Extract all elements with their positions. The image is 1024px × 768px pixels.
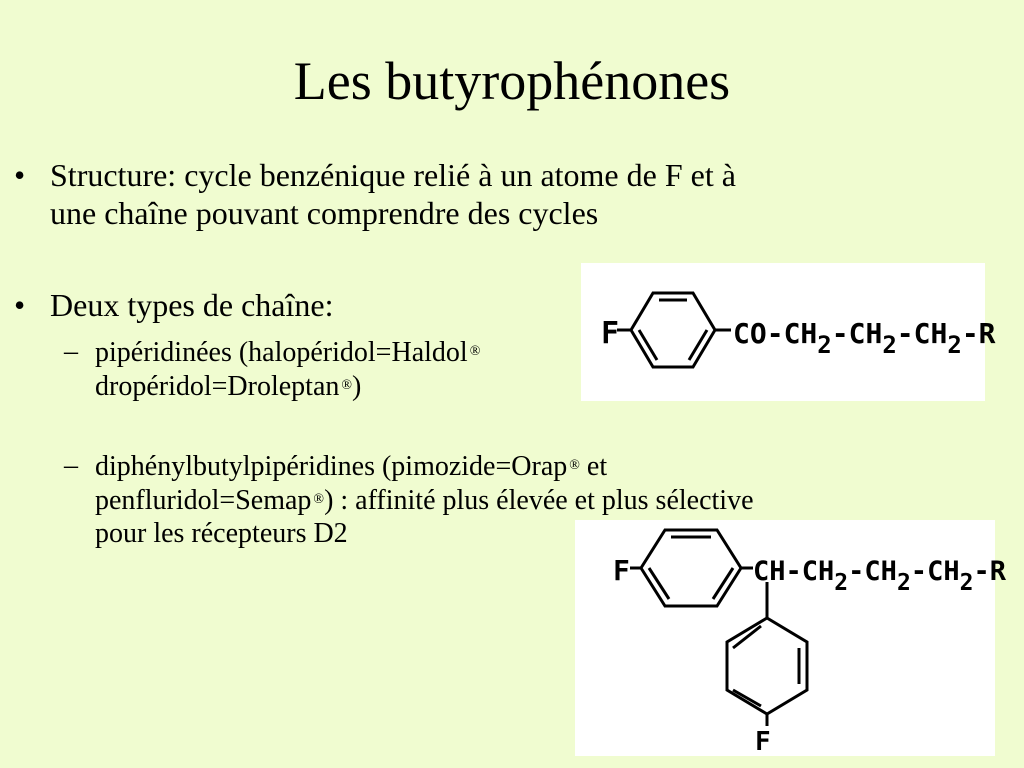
fluorine-label-top: F — [613, 554, 630, 587]
butyrophenone-structure-image — [581, 263, 996, 401]
r-group: R — [989, 556, 1006, 587]
fluorine-label-bottom: F — [755, 727, 771, 757]
subscript-2: 2 — [959, 570, 974, 596]
registered-mark: ® — [469, 344, 481, 359]
subscript-2: 2 — [817, 331, 832, 359]
chain-group-ch: CH — [783, 317, 818, 350]
bullet-structure-line1: Structure: cycle benzénique relié à un atome de F et à — [50, 157, 736, 193]
diphenylbutylpiperidine-structure-svg — [575, 520, 1006, 757]
bullet-structure — [14, 156, 736, 232]
fluorine-label: F — [601, 316, 620, 351]
registered-mark: ® — [313, 492, 325, 507]
chain-group-ch: CH — [801, 556, 835, 587]
bullet-chain-types — [14, 286, 334, 324]
subbullet-diphenylbutyl-line1: diphénylbutylpipéridines (pimozide=Orap — [95, 451, 568, 482]
subscript-2: 2 — [882, 331, 897, 359]
subbullet-piperidinees-line2: dropéridol=Droleptan — [95, 371, 340, 402]
subbullet-dash: – — [64, 450, 78, 481]
benzene-ring-bottom — [727, 618, 807, 726]
chain-group-ch: CH — [753, 556, 786, 587]
subbullet-diphenylbutyl-line2-end: ) : affinité plus élevée et plus sélective — [324, 485, 754, 516]
chain-group-ch: CH — [927, 556, 960, 587]
subbullet-dash: – — [64, 336, 78, 367]
chain-group-ch: CH — [864, 556, 897, 587]
bullet-dot: • — [14, 287, 26, 323]
subbullet-diphenylbutyl-line1-end: et — [586, 451, 608, 482]
butyrophenone-structure-svg — [581, 263, 996, 401]
subbullet-piperidinees-line1: pipéridinées (halopéridol=Haldol — [95, 337, 468, 368]
chain-group-ch: CH — [913, 317, 948, 350]
bullet-structure-line2: une chaîne pouvant comprendre des cycles — [50, 195, 599, 231]
chain-group-ch: CH — [848, 317, 883, 350]
registered-mark: ® — [569, 458, 580, 473]
r-group: R — [978, 317, 996, 350]
benzene-ring — [617, 293, 731, 367]
subscript-2: 2 — [834, 570, 849, 596]
subbullet-piperidinees-line2-end: ) — [352, 371, 362, 402]
svg-text:CH-CH2-CH2-CH2-R: CH-CH2-CH2-CH2-R — [753, 556, 1006, 596]
bullet-chain-types-text: Deux types de chaîne: — [50, 287, 334, 323]
subbullet-piperidinees — [64, 335, 481, 403]
benzene-ring-top — [630, 530, 767, 618]
slide-title: Les butyrophénones — [293, 51, 731, 111]
subscript-2: 2 — [947, 331, 962, 359]
registered-mark: ® — [341, 378, 353, 393]
subbullet-diphenylbutyl-line3: pour les récepteurs D2 — [95, 518, 348, 549]
diphenylbutylpiperidine-structure-image — [575, 520, 1006, 757]
subscript-2: 2 — [896, 570, 911, 596]
chain-group-co: CO — [733, 317, 767, 350]
bullet-dot: • — [14, 157, 26, 193]
svg-text:CO-CH2-CH2-CH2-R: CO-CH2-CH2-CH2-R — [733, 317, 996, 359]
subbullet-diphenylbutyl-line2: penfluridol=Semap — [95, 485, 312, 516]
